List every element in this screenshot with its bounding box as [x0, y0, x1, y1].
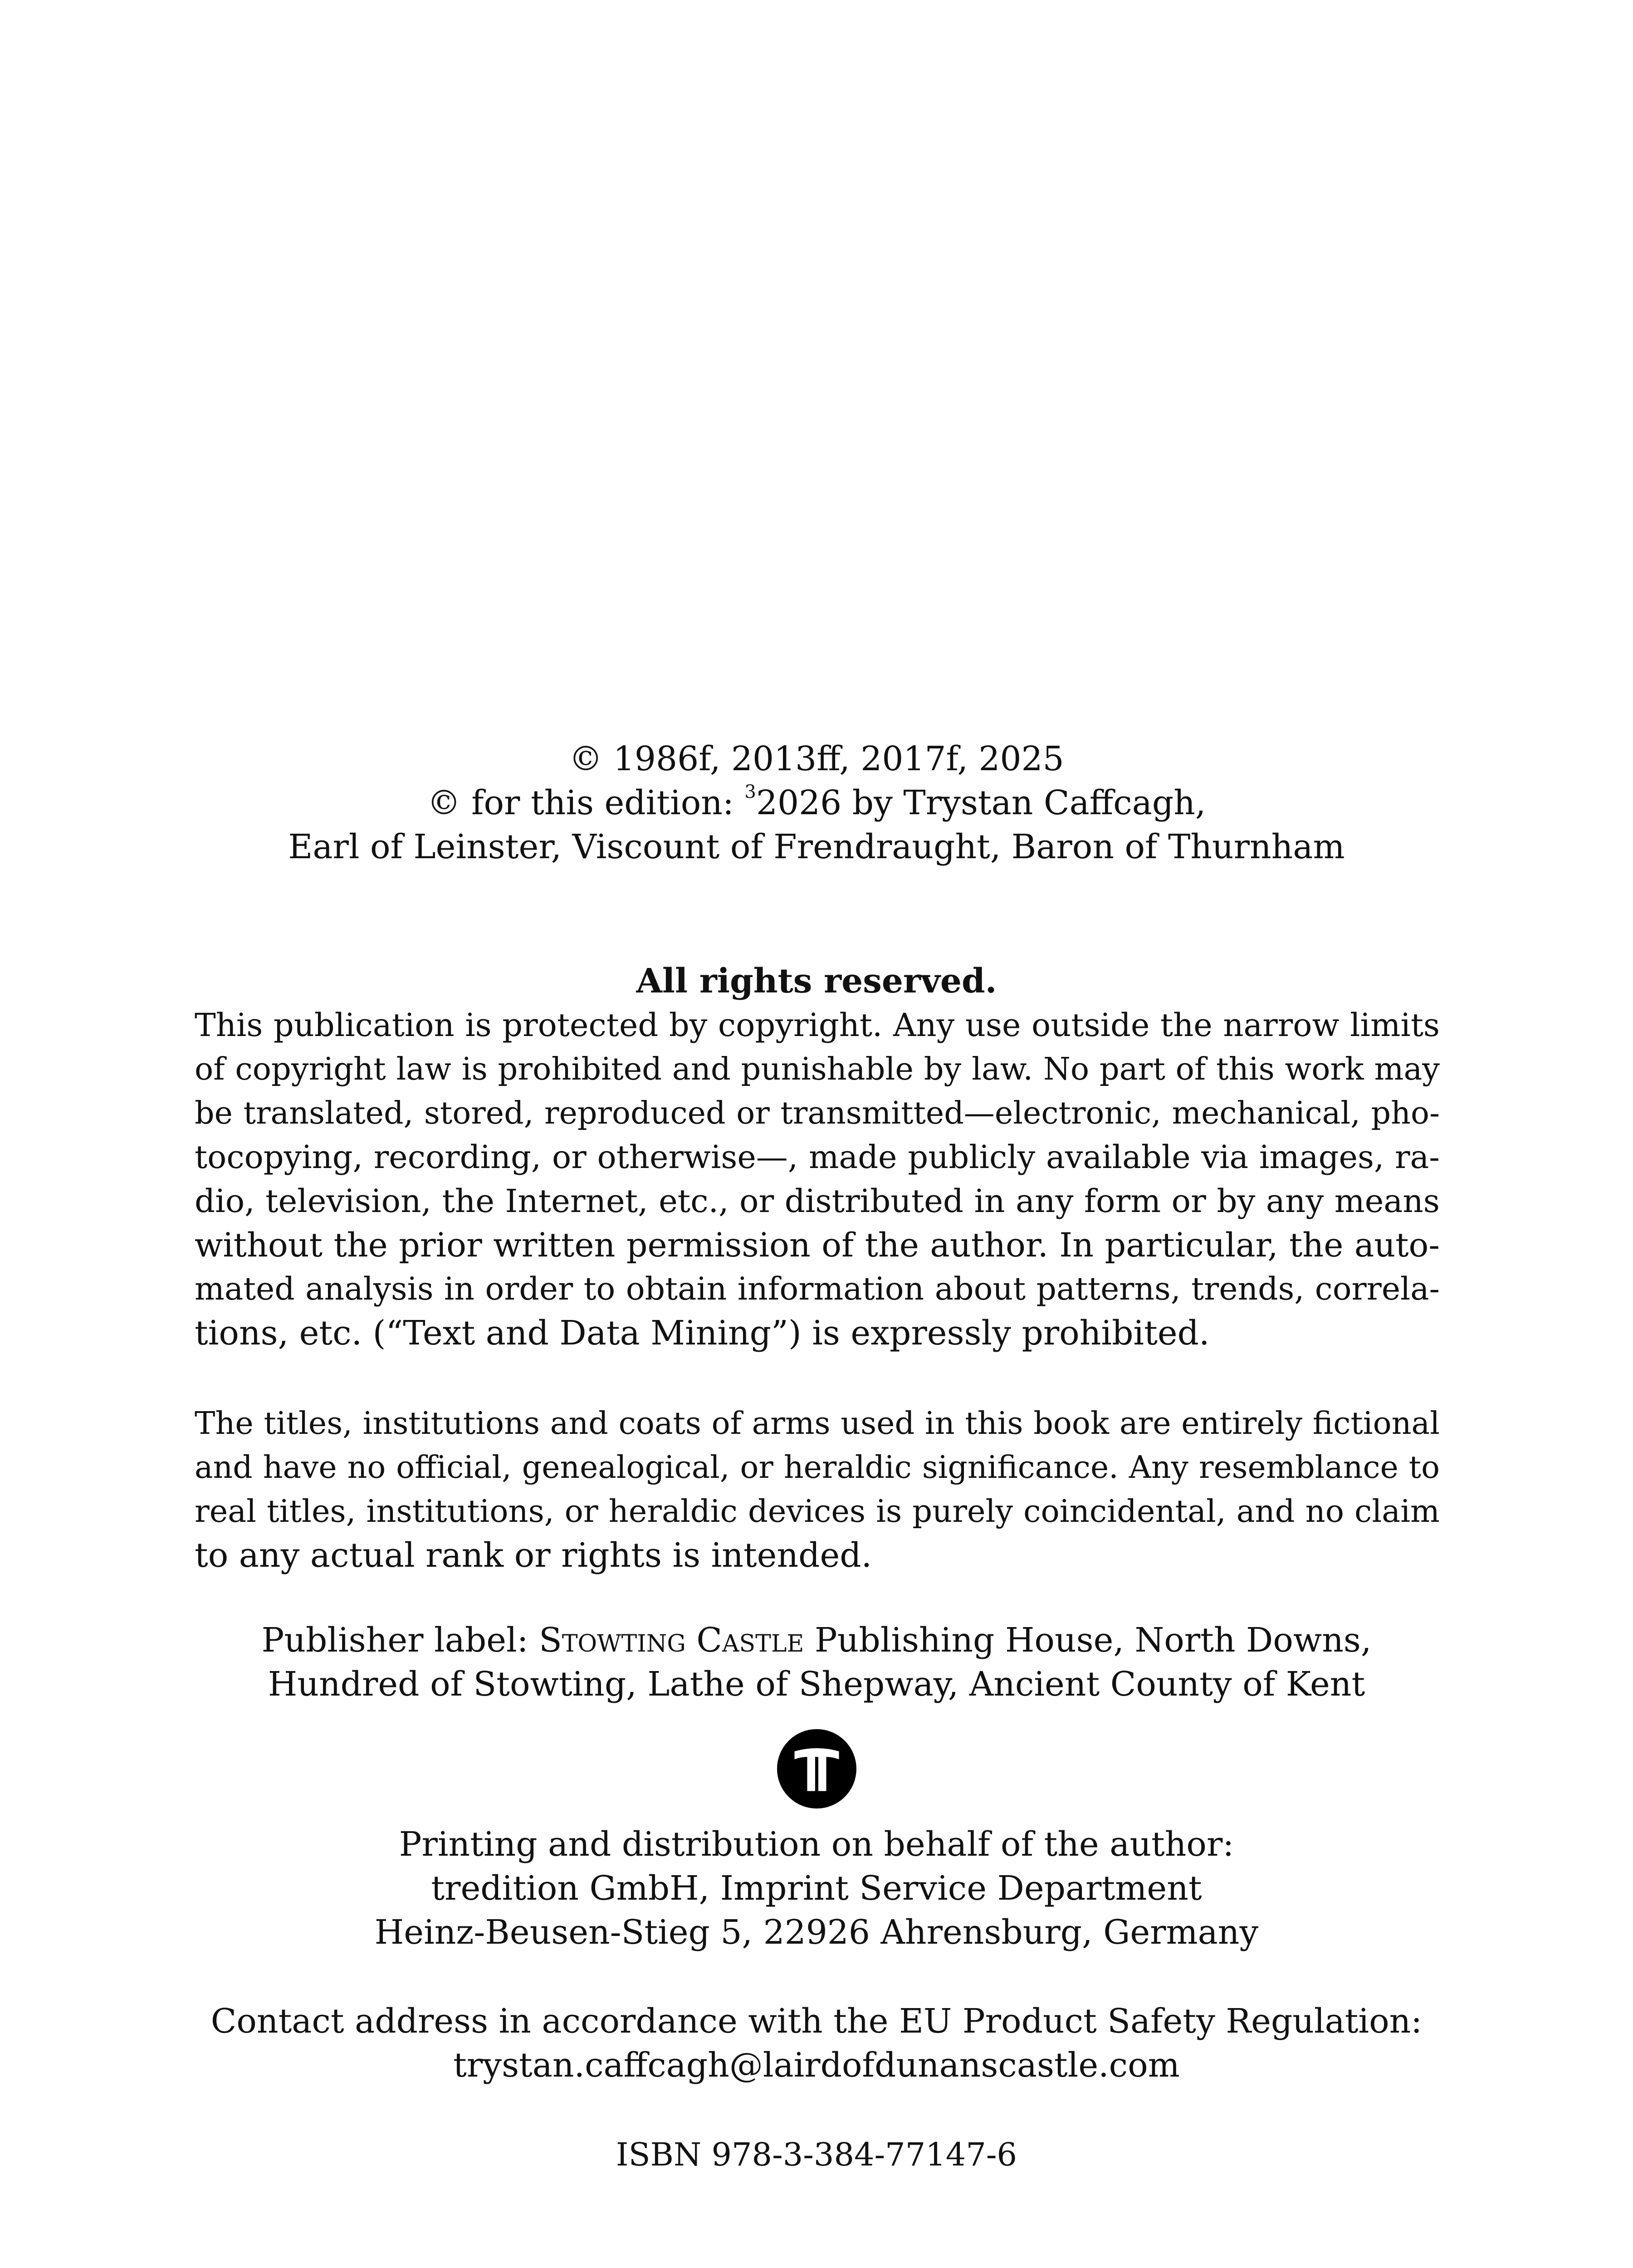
contact-block — [181, 1999, 1452, 2087]
rights-line: dio, television, the Internet, etc., or distributed in any form or by any means — [195, 1183, 1440, 1220]
edition-number: 3 — [744, 782, 756, 802]
rights-line: mated analysis in order to obtain information about patterns, trends, correla- — [195, 1271, 1440, 1307]
copyright-edition-prefix: © for this edition: — [427, 783, 745, 822]
publisher-label — [181, 1618, 1452, 1662]
publisher-label-prefix: Publisher label: — [261, 1621, 539, 1660]
rights-line: be translated, stored, reproduced or transmitted—electronic, mechanical, pho- — [195, 1095, 1440, 1131]
fiction-line: The titles, institutions and coats of arms used in this book are entirely fictional — [195, 1406, 1440, 1442]
publisher-label-suffix: Publishing House, North Downs, — [804, 1621, 1372, 1660]
rights-line: of copyright law is prohibited and punishable by law. No part of this work may — [195, 1051, 1440, 1087]
isbn: ISBN 978-3-384-77147-6 — [616, 2136, 1017, 2173]
printer-name: tredition GmbH, Imprint Service Department — [431, 1869, 1202, 1908]
publisher-location: Hundred of Stowting, Lathe of Shepway, Ancient County of Kent — [268, 1665, 1365, 1704]
tredition-logo-icon — [777, 1729, 856, 1809]
fiction-line: real titles, institutions, or heraldic devices is purely coincidental, and no claim — [195, 1493, 1440, 1530]
copyright-edition-holder: 2026 by Trystan Caffcagh, — [756, 783, 1206, 822]
rights-line: tocopying, recording, or otherwise—, made publicly available via images, ra- — [195, 1139, 1440, 1176]
fiction-line: and have no official, genealogical, or heraldic significance. Any resemblance to — [195, 1450, 1440, 1486]
publisher-name: Stowting Castle — [539, 1621, 804, 1660]
tredition-logo-svg — [777, 1729, 856, 1809]
contact-email: trystan.caffcagh@lairdofdunanscastle.com — [453, 2046, 1180, 2085]
copyright-edition — [181, 781, 1452, 825]
publisher-block — [181, 1618, 1452, 1706]
rights-line: tions, etc. (“Text and Data Mining”) is expressly prohibited. — [195, 1314, 1210, 1353]
rights-line: without the prior written permission of the author. In particular, the auto- — [195, 1226, 1440, 1265]
copyright-block — [181, 737, 1452, 869]
printer-address: Heinz-Beusen-Stieg 5, 22926 Ahrensburg, Germany — [374, 1913, 1259, 1952]
copyright-years: © 1986f, 2013ff, 2017f, 2025 — [569, 739, 1064, 778]
rights-heading: All rights reserved. — [636, 962, 997, 1001]
printing-block — [181, 1823, 1452, 1955]
contact-intro: Contact address in accordance with the EU Product Safety Regulation: — [210, 2002, 1423, 2041]
rights-paragraph — [195, 1003, 1440, 1355]
rights-line: This publication is protected by copyright. Any use outside the narrow limits — [195, 1007, 1440, 1044]
fiction-notice-paragraph — [195, 1402, 1440, 1578]
author-titles: Earl of Leinster, Viscount of Frendraught, Baron of Thurnham — [288, 827, 1345, 866]
fiction-line: to any actual rank or rights is intended. — [195, 1536, 872, 1575]
printing-intro: Printing and distribution on behalf of the author: — [399, 1825, 1234, 1864]
